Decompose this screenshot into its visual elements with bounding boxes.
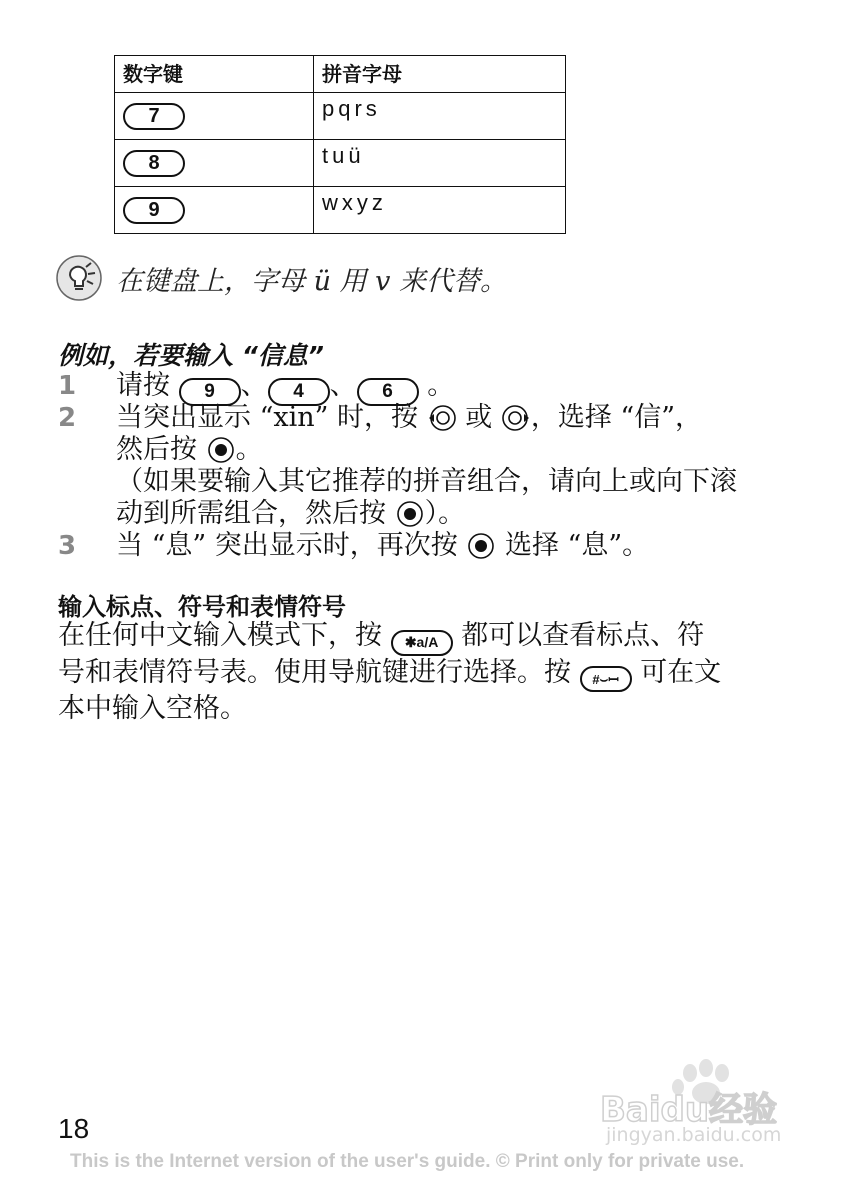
table-row [115, 93, 566, 140]
table-row [115, 140, 566, 187]
header-letters: 拼音字母 [314, 56, 566, 93]
tip-text: 在键盘上，字母 ü 用 v 来代替。 [116, 265, 507, 297]
punctuation-heading: 输入标点、符号和表情符号 [58, 593, 346, 621]
select-center-icon [395, 499, 425, 529]
step-number: 2 [58, 403, 77, 433]
hash-key-icon: #⌣ꟷ [580, 666, 632, 692]
select-center-icon [466, 531, 496, 561]
nav-left-icon [427, 403, 457, 433]
key-9-icon: 9 [123, 197, 185, 224]
watermark-brand: Baidu经验 [600, 1090, 778, 1130]
footer-notice: This is the Internet version of the user's guide. © Print only for private use. [70, 1151, 745, 1172]
key-6-icon: 6 [357, 378, 419, 406]
step-number: 3 [58, 531, 77, 561]
page-number: 18 [58, 1113, 90, 1144]
letters-cell: tuü [314, 140, 566, 187]
example-heading: 例如，若要输入 “信息” [58, 341, 324, 370]
lightbulb-tip-icon [56, 255, 102, 301]
key-8-icon: 8 [123, 150, 185, 177]
letters-cell: pqrs [314, 93, 566, 140]
select-center-icon [206, 435, 236, 465]
table-row [115, 187, 566, 234]
watermark-url: jingyan.baidu.com [606, 1124, 782, 1146]
table-header-row [115, 56, 566, 93]
step-number: 1 [58, 371, 77, 401]
key-7-icon: 7 [123, 103, 185, 130]
punctuation-paragraph: 在任何中文输入模式下，按 ✱a/A 都可以查看标点、符 号和表情符号表。使用导航键进行选择。按 #⌣ꟷ 可在文 本中输入空格。 [58, 620, 722, 724]
header-key: 数字键 [115, 56, 314, 93]
tip-note [56, 255, 507, 301]
star-key-icon: ✱a/A [391, 630, 453, 656]
key-letter-table [114, 55, 566, 234]
letters-cell: wxyz [314, 187, 566, 234]
nav-right-icon [501, 403, 531, 433]
key-4-icon: 4 [268, 378, 330, 406]
key-9-icon: 9 [179, 378, 241, 406]
